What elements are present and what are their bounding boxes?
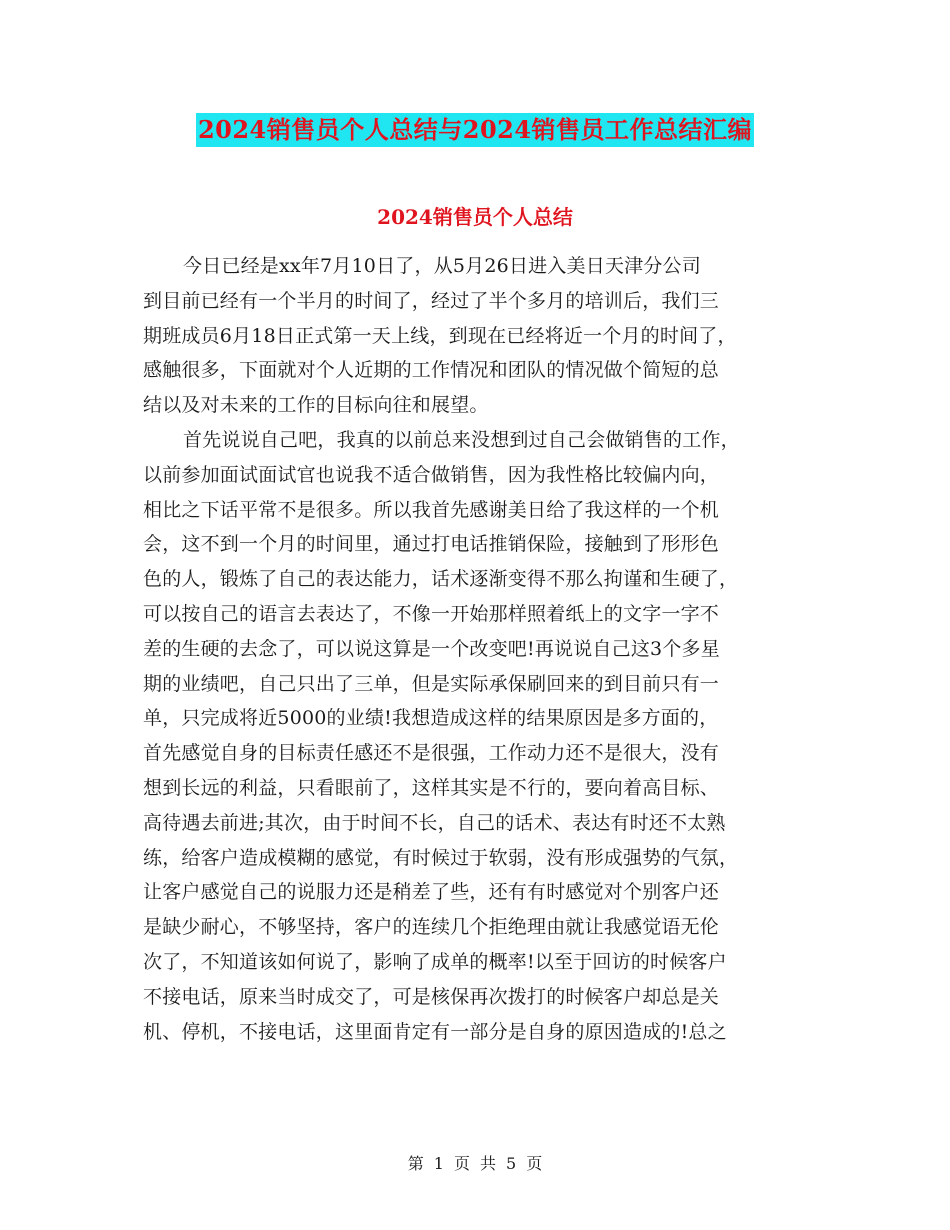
paragraph-line: 相比之下话平常不是很多。所以我首先感谢美日给了我这样的一个机 <box>143 498 720 521</box>
paragraph-line: 可以按自己的语言去表达了，不像一开始那样照着纸上的文字一字不 <box>143 602 720 625</box>
paragraph-line: 会，这不到一个月的时间里，通过打电话推销保险，接触到了形形色 <box>143 533 720 556</box>
paragraph-line: 不接电话，原来当时成交了，可是核保再次拨打的时候客户却总是关 <box>143 985 720 1008</box>
paragraph-line: 首先说说自己吧，我真的以前总来没想到过自己会做销售的工作， <box>183 428 740 451</box>
page-total: 5 <box>506 1154 517 1173</box>
title-container <box>0 113 950 147</box>
paragraph-line: 到目前已经有一个半月的时间了，经过了半个多月的培训后，我们三 <box>143 289 720 312</box>
paragraph-line: 高待遇去前进;其次，由于时间不长，自己的话术、表达有时还不太熟 <box>143 811 726 834</box>
paragraph-line: 色的人，锻炼了自己的表达能力，话术逐渐变得不那么拘谨和生硬了， <box>143 568 739 591</box>
paragraph-line: 结以及对未来的工作的目标向往和展望。 <box>143 394 489 417</box>
section-title: 2024销售员个人总结 <box>377 205 573 229</box>
total-label: 共 <box>480 1154 497 1173</box>
document-main-title: 2024销售员个人总结与2024销售员工作总结汇编 <box>196 113 754 147</box>
total-unit: 页 <box>526 1154 543 1173</box>
paragraph-line: 次了，不知道该如何说了，影响了成单的概率!以至于回访的时候客户 <box>143 950 727 973</box>
paragraph-line: 感触很多，下面就对个人近期的工作情况和团队的情况做个简短的总 <box>143 359 720 382</box>
paragraph-line: 期的业绩吧，自己只出了三单，但是实际承保刷回来的到目前只有一 <box>143 672 720 695</box>
paragraph-line: 差的生硬的去念了，可以说这算是一个改变吧!再说说自己这3个多星 <box>143 637 720 660</box>
document-body <box>143 249 811 1049</box>
paragraph-line: 机、停机，不接电话，这里面肯定有一部分是自身的原因造成的!总之 <box>143 1020 727 1043</box>
page-unit: 页 <box>453 1154 470 1173</box>
paragraph-line: 让客户感觉自己的说服力还是稍差了些，还有有时感觉对个别客户还 <box>143 881 720 904</box>
paragraph-line: 是缺少耐心，不够坚持，客户的连续几个拒绝理由就让我感觉语无伦 <box>143 916 720 939</box>
paragraph-line: 想到长远的利益，只看眼前了，这样其实是不行的，要向着高目标、 <box>143 776 720 799</box>
page-footer <box>0 1153 950 1175</box>
paragraph-line: 首先感觉自身的目标责任感还不是很强，工作动力还不是很大，没有 <box>143 742 720 765</box>
paragraph-line: 今日已经是xx年7月10日了，从5月26日进入美日天津分公司 <box>183 255 701 277</box>
paragraph-line: 单，只完成将近5000的业绩!我想造成这样的结果原因是多方面的， <box>143 707 719 730</box>
paragraph-line: 期班成员6月18日正式第一天上线，到现在已经将近一个月的时间了， <box>143 324 737 347</box>
page-label: 第 <box>407 1154 424 1173</box>
paragraph-line: 练，给客户造成模糊的感觉，有时候过于软弱，没有形成强势的气氛， <box>143 846 739 869</box>
page-current: 1 <box>433 1154 444 1173</box>
paragraph-line: 以前参加面试面试官也说我不适合做销售，因为我性格比较偏内向， <box>143 463 720 486</box>
